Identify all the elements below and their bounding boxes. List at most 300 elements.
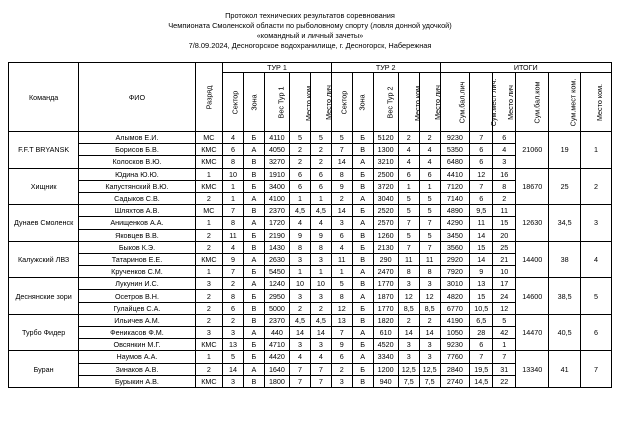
t1-place-pers: 4,5: [310, 314, 331, 326]
place-pers-total: 31: [493, 363, 516, 375]
sum-pers-places: 6: [470, 144, 493, 156]
team-sum-points: 13340: [516, 351, 549, 388]
participant-name: Феникасов Ф.М.: [79, 327, 195, 339]
team-name: Хищник: [9, 168, 79, 205]
participant-rank: 1: [195, 217, 222, 229]
t1-zone: В: [243, 156, 264, 168]
t1-weight: 2190: [264, 229, 289, 241]
col-t1-sector: Сектор: [223, 73, 244, 132]
header-title: Протокол технических результатов соревнования: [225, 11, 395, 20]
t1-place-pers: 9: [310, 229, 331, 241]
team-name: Турбо Фидер: [9, 314, 79, 351]
participant-rank: 2: [195, 290, 222, 302]
col-t1-place-team: Место ком.: [290, 73, 311, 132]
place-pers-total: 21: [493, 253, 516, 265]
participant-name: Алымов Е.И.: [79, 132, 195, 144]
t2-zone: В: [352, 314, 373, 326]
sum-pers-points: 3560: [440, 241, 470, 253]
col-fio: ФИО: [79, 63, 195, 132]
t2-place-team: 7: [398, 217, 419, 229]
t1-place-team: 7: [290, 363, 311, 375]
t2-zone: В: [352, 253, 373, 265]
protocol-header: [0, 11, 620, 51]
participant-name: Ильичев А.М.: [79, 314, 195, 326]
t2-weight: 2130: [373, 241, 398, 253]
header-classification: «командный и личный зачеты»: [256, 31, 364, 40]
participant-name: Быков К.Э.: [79, 241, 195, 253]
t1-zone: А: [243, 192, 264, 204]
t1-weight: 2370: [264, 314, 289, 326]
t2-sector: 14: [331, 156, 352, 168]
col-t1-place-pers: Место лич: [310, 73, 331, 132]
t2-place-team: 2: [398, 132, 419, 144]
participant-name: Овсянкин М.Г.: [79, 339, 195, 351]
col-totals: ИТОГИ: [440, 63, 611, 73]
col-t2-sector: Сектор: [331, 73, 352, 132]
col-t2-place-pers: Место лич: [419, 73, 440, 132]
team-sum-points: 18670: [516, 168, 549, 205]
t2-place-pers: 14: [419, 327, 440, 339]
place-pers-total: 20: [493, 229, 516, 241]
col-sum-pers-points: Сум.бал.лич: [440, 73, 470, 132]
participant-rank: 3: [195, 327, 222, 339]
t1-weight: 3270: [264, 156, 289, 168]
t2-sector: 5: [331, 132, 352, 144]
team-place: 5: [581, 278, 612, 315]
t1-place-pers: 1: [310, 192, 331, 204]
t1-place-pers: 6: [310, 180, 331, 192]
sum-pers-places: 6: [470, 156, 493, 168]
sum-pers-points: 6480: [440, 156, 470, 168]
t2-sector: 2: [331, 192, 352, 204]
t1-place-pers: 4: [310, 351, 331, 363]
t1-zone: Б: [243, 266, 264, 278]
sum-pers-points: 7140: [440, 192, 470, 204]
sum-pers-points: 2840: [440, 363, 470, 375]
t2-place-team: 3: [398, 339, 419, 351]
participant-name: Зинаков А.В.: [79, 363, 195, 375]
t2-weight: 2520: [373, 205, 398, 217]
t2-weight: 4520: [373, 339, 398, 351]
t1-place-team: 1: [290, 266, 311, 278]
t2-sector: 6: [331, 229, 352, 241]
t1-place-team: 2: [290, 156, 311, 168]
t2-place-team: 4: [398, 144, 419, 156]
team-place: 1: [581, 132, 612, 169]
t2-weight: 1300: [373, 144, 398, 156]
participant-rank: 2: [195, 241, 222, 253]
sum-pers-points: 5350: [440, 144, 470, 156]
participant-name: Садыков С.В.: [79, 192, 195, 204]
t2-place-pers: 4: [419, 144, 440, 156]
t2-zone: А: [352, 327, 373, 339]
t2-zone: Б: [352, 168, 373, 180]
t2-sector: 14: [331, 205, 352, 217]
sum-pers-points: 3450: [440, 229, 470, 241]
participant-name: Крученков С.М.: [79, 266, 195, 278]
participant-name: Капустянский В.Ю.: [79, 180, 195, 192]
col-t2-zone: Зона: [352, 73, 373, 132]
t2-place-team: 2: [398, 314, 419, 326]
t2-zone: Б: [352, 302, 373, 314]
t2-weight: 1820: [373, 314, 398, 326]
t1-weight: 4710: [264, 339, 289, 351]
t1-weight: 2950: [264, 290, 289, 302]
t2-place-team: 11: [398, 253, 419, 265]
participant-rank: КМС: [195, 375, 222, 387]
t2-place-pers: 12,5: [419, 363, 440, 375]
t1-place-team: 8: [290, 241, 311, 253]
t1-sector: 2: [223, 278, 244, 290]
team-sum-places: 25: [549, 168, 581, 205]
t2-sector: 1: [331, 266, 352, 278]
col-sum-pers-places: Сум.мест лич.: [470, 73, 493, 132]
t1-place-team: 10: [290, 278, 311, 290]
t2-weight: 1770: [373, 302, 398, 314]
col-rank: Разряд: [195, 63, 222, 132]
t1-weight: 5450: [264, 266, 289, 278]
t1-place-team: 3: [290, 253, 311, 265]
team-sum-points: 14400: [516, 241, 549, 278]
sum-pers-places: 9,5: [470, 205, 493, 217]
t1-weight: 1800: [264, 375, 289, 387]
t2-place-pers: 2: [419, 314, 440, 326]
participant-rank: КМС: [195, 339, 222, 351]
participant-rank: 1: [195, 168, 222, 180]
col-t1-zone: Зона: [243, 73, 264, 132]
team-name: Буран: [9, 351, 79, 388]
header-date-place: 7/8.09.2024, Десногорское водохранилище, г. Десногорск, Набережная: [188, 41, 432, 50]
t2-sector: 11: [331, 253, 352, 265]
t1-place-team: 6: [290, 168, 311, 180]
participant-rank: 1: [195, 266, 222, 278]
place-pers-total: 5: [493, 314, 516, 326]
participant-rank: 1: [195, 351, 222, 363]
sum-pers-points: 4290: [440, 217, 470, 229]
t2-weight: 2570: [373, 217, 398, 229]
sum-pers-places: 7: [470, 351, 493, 363]
t2-place-pers: 3: [419, 278, 440, 290]
participant-name: Яковцев В.В.: [79, 229, 195, 241]
team-place: 2: [581, 168, 612, 205]
sum-pers-points: 4410: [440, 168, 470, 180]
t2-weight: 3340: [373, 351, 398, 363]
t2-place-pers: 3: [419, 351, 440, 363]
t1-sector: 14: [223, 363, 244, 375]
t1-place-team: 2: [290, 144, 311, 156]
t2-place-pers: 7: [419, 217, 440, 229]
team-name: Калужский ЛВЗ: [9, 241, 79, 278]
place-pers-total: 2: [493, 192, 516, 204]
participant-name: Шляхтов А.В.: [79, 205, 195, 217]
t2-zone: А: [352, 192, 373, 204]
participant-rank: 2: [195, 192, 222, 204]
t2-place-team: 5: [398, 192, 419, 204]
t2-weight: 2500: [373, 168, 398, 180]
col-team: Команда: [9, 63, 79, 132]
participant-name: Осетров В.Н.: [79, 290, 195, 302]
t2-zone: А: [352, 217, 373, 229]
sum-pers-places: 12: [470, 168, 493, 180]
t1-sector: 6: [223, 302, 244, 314]
t1-weight: 1720: [264, 217, 289, 229]
sum-pers-places: 13: [470, 278, 493, 290]
t2-place-pers: 3: [419, 339, 440, 351]
t1-place-team: 4: [290, 217, 311, 229]
t1-sector: 8: [223, 290, 244, 302]
t1-sector: 2: [223, 314, 244, 326]
t2-place-team: 7: [398, 241, 419, 253]
participant-name: Татаринов Е.Е.: [79, 253, 195, 265]
place-pers-total: 7: [493, 351, 516, 363]
sum-pers-places: 14,5: [470, 375, 493, 387]
t2-zone: В: [352, 375, 373, 387]
t1-place-pers: 14: [310, 327, 331, 339]
t1-sector: 8: [223, 156, 244, 168]
sum-pers-points: 3010: [440, 278, 470, 290]
t2-weight: 3040: [373, 192, 398, 204]
t1-weight: 440: [264, 327, 289, 339]
t1-place-team: 4: [290, 351, 311, 363]
participant-rank: КМС: [195, 180, 222, 192]
t1-zone: Б: [243, 290, 264, 302]
t2-zone: Б: [352, 339, 373, 351]
sum-pers-places: 6: [470, 192, 493, 204]
participant-name: Наумов А.А.: [79, 351, 195, 363]
t2-zone: Б: [352, 132, 373, 144]
t1-sector: 4: [223, 241, 244, 253]
participant-rank: МС: [195, 205, 222, 217]
t2-zone: Б: [352, 205, 373, 217]
sum-pers-places: 6,5: [470, 314, 493, 326]
t1-zone: А: [243, 363, 264, 375]
participant-rank: КМС: [195, 156, 222, 168]
sum-pers-points: 7120: [440, 180, 470, 192]
t2-place-pers: 7: [419, 241, 440, 253]
sum-pers-points: 7920: [440, 266, 470, 278]
team-name: F.F.T BRYANSK: [9, 132, 79, 169]
t2-place-team: 3: [398, 278, 419, 290]
t2-zone: А: [352, 290, 373, 302]
t1-weight: 1640: [264, 363, 289, 375]
sum-pers-places: 7: [470, 132, 493, 144]
sum-pers-places: 14: [470, 253, 493, 265]
t2-zone: А: [352, 351, 373, 363]
table-row: [9, 205, 612, 217]
sum-pers-places: 19,5: [470, 363, 493, 375]
t2-place-team: 7,5: [398, 375, 419, 387]
place-pers-total: 3: [493, 156, 516, 168]
t2-place-pers: 7,5: [419, 375, 440, 387]
t1-sector: 3: [223, 375, 244, 387]
participant-rank: 3: [195, 278, 222, 290]
sum-pers-points: 4890: [440, 205, 470, 217]
t1-zone: В: [243, 168, 264, 180]
participant-name: Гулайцев С.А.: [79, 302, 195, 314]
t1-place-team: 3: [290, 290, 311, 302]
place-pers-total: 6: [493, 132, 516, 144]
sum-pers-points: 9230: [440, 339, 470, 351]
t1-place-team: 7: [290, 375, 311, 387]
place-pers-total: 1: [493, 339, 516, 351]
team-sum-places: 40,5: [549, 314, 581, 351]
t1-place-pers: 4,5: [310, 205, 331, 217]
team-sum-places: 34,5: [549, 205, 581, 242]
t1-place-pers: 8: [310, 241, 331, 253]
t1-sector: 1: [223, 192, 244, 204]
t2-sector: 2: [331, 363, 352, 375]
team-sum-places: 38: [549, 241, 581, 278]
col-t2-place-team: Место ком.: [398, 73, 419, 132]
t1-place-team: 9: [290, 229, 311, 241]
t2-place-team: 5: [398, 205, 419, 217]
col-t2-weight: Вес Тур 2: [373, 73, 398, 132]
t1-weight: 1910: [264, 168, 289, 180]
col-place-team-total: Место ком.: [581, 73, 612, 132]
t1-place-pers: 2: [310, 302, 331, 314]
table-row: [9, 132, 612, 144]
t1-place-pers: 3: [310, 290, 331, 302]
sum-pers-places: 15: [470, 241, 493, 253]
t2-weight: 5120: [373, 132, 398, 144]
t1-place-team: 4,5: [290, 314, 311, 326]
place-pers-total: 10: [493, 266, 516, 278]
t2-sector: 8: [331, 290, 352, 302]
t2-place-pers: 12: [419, 290, 440, 302]
participant-name: Колосков В.Ю.: [79, 156, 195, 168]
t2-sector: 9: [331, 180, 352, 192]
t1-zone: Б: [243, 132, 264, 144]
t1-place-team: 2: [290, 302, 311, 314]
place-pers-total: 4: [493, 144, 516, 156]
col-tour1: ТУР 1: [223, 63, 332, 73]
sum-pers-points: 2740: [440, 375, 470, 387]
t2-place-team: 5: [398, 229, 419, 241]
t1-weight: 2370: [264, 205, 289, 217]
participant-name: Лукунин И.С.: [79, 278, 195, 290]
table-row: [9, 278, 612, 290]
t1-place-pers: 2: [310, 144, 331, 156]
t1-weight: 4050: [264, 144, 289, 156]
t2-sector: 8: [331, 168, 352, 180]
t1-zone: А: [243, 217, 264, 229]
t1-zone: В: [243, 302, 264, 314]
sum-pers-places: 14: [470, 229, 493, 241]
t1-zone: Б: [243, 351, 264, 363]
place-pers-total: 25: [493, 241, 516, 253]
t2-place-pers: 5: [419, 205, 440, 217]
participant-name: Юдина Ю.Ю.: [79, 168, 195, 180]
t2-sector: 12: [331, 302, 352, 314]
t1-zone: В: [243, 205, 264, 217]
t2-place-team: 12: [398, 290, 419, 302]
t1-weight: 4420: [264, 351, 289, 363]
t2-zone: В: [352, 144, 373, 156]
t1-place-pers: 5: [310, 132, 331, 144]
place-pers-total: 17: [493, 278, 516, 290]
participant-rank: 2: [195, 302, 222, 314]
team-sum-places: 19: [549, 132, 581, 169]
t1-place-pers: 7: [310, 375, 331, 387]
sum-pers-points: 7760: [440, 351, 470, 363]
t1-sector: 5: [223, 351, 244, 363]
team-sum-points: 14600: [516, 278, 549, 315]
place-pers-total: 11: [493, 205, 516, 217]
t1-sector: 10: [223, 168, 244, 180]
t2-sector: 13: [331, 314, 352, 326]
t1-zone: В: [243, 314, 264, 326]
t1-weight: 1240: [264, 278, 289, 290]
t1-weight: 4110: [264, 132, 289, 144]
t1-zone: Б: [243, 180, 264, 192]
table-row: [9, 351, 612, 363]
team-sum-places: 38,5: [549, 278, 581, 315]
team-place: 6: [581, 314, 612, 351]
t1-place-pers: 3: [310, 339, 331, 351]
t2-place-team: 8: [398, 266, 419, 278]
participant-rank: КМС: [195, 144, 222, 156]
t2-zone: А: [352, 156, 373, 168]
t2-zone: Б: [352, 363, 373, 375]
t2-weight: 1200: [373, 363, 398, 375]
results-table: [8, 62, 612, 388]
t2-place-pers: 5: [419, 192, 440, 204]
t2-place-team: 6: [398, 168, 419, 180]
team-name: Дунаев Смоленск: [9, 205, 79, 242]
t1-place-pers: 4: [310, 217, 331, 229]
sum-pers-places: 7: [470, 180, 493, 192]
t2-place-team: 1: [398, 180, 419, 192]
col-sum-team-places: Сум.мест ком.: [549, 73, 581, 132]
participant-rank: МС: [195, 132, 222, 144]
sum-pers-points: 2920: [440, 253, 470, 265]
sum-pers-points: 4190: [440, 314, 470, 326]
t2-weight: 1770: [373, 278, 398, 290]
t1-zone: Б: [243, 229, 264, 241]
t1-place-pers: 3: [310, 253, 331, 265]
t2-place-pers: 4: [419, 156, 440, 168]
col-place-pers-total: Место лич: [493, 73, 516, 132]
t2-place-pers: 8,5: [419, 302, 440, 314]
team-sum-points: 21060: [516, 132, 549, 169]
t2-place-team: 14: [398, 327, 419, 339]
t2-sector: 7: [331, 327, 352, 339]
t2-place-pers: 8: [419, 266, 440, 278]
t2-place-team: 3: [398, 351, 419, 363]
t1-place-team: 5: [290, 132, 311, 144]
t1-zone: А: [243, 144, 264, 156]
t2-weight: 940: [373, 375, 398, 387]
participant-rank: 2: [195, 229, 222, 241]
t2-weight: 2470: [373, 266, 398, 278]
t1-sector: 13: [223, 339, 244, 351]
t1-place-team: 4,5: [290, 205, 311, 217]
t2-zone: Б: [352, 241, 373, 253]
t2-place-pers: 1: [419, 180, 440, 192]
t2-place-team: 4: [398, 156, 419, 168]
t2-sector: 7: [331, 144, 352, 156]
sum-pers-places: 28: [470, 327, 493, 339]
team-place: 4: [581, 241, 612, 278]
place-pers-total: 8: [493, 180, 516, 192]
t2-weight: 1870: [373, 290, 398, 302]
t1-weight: 5000: [264, 302, 289, 314]
t2-weight: 610: [373, 327, 398, 339]
table-row: [9, 314, 612, 326]
t1-weight: 4100: [264, 192, 289, 204]
t1-weight: 1430: [264, 241, 289, 253]
place-pers-total: 15: [493, 217, 516, 229]
